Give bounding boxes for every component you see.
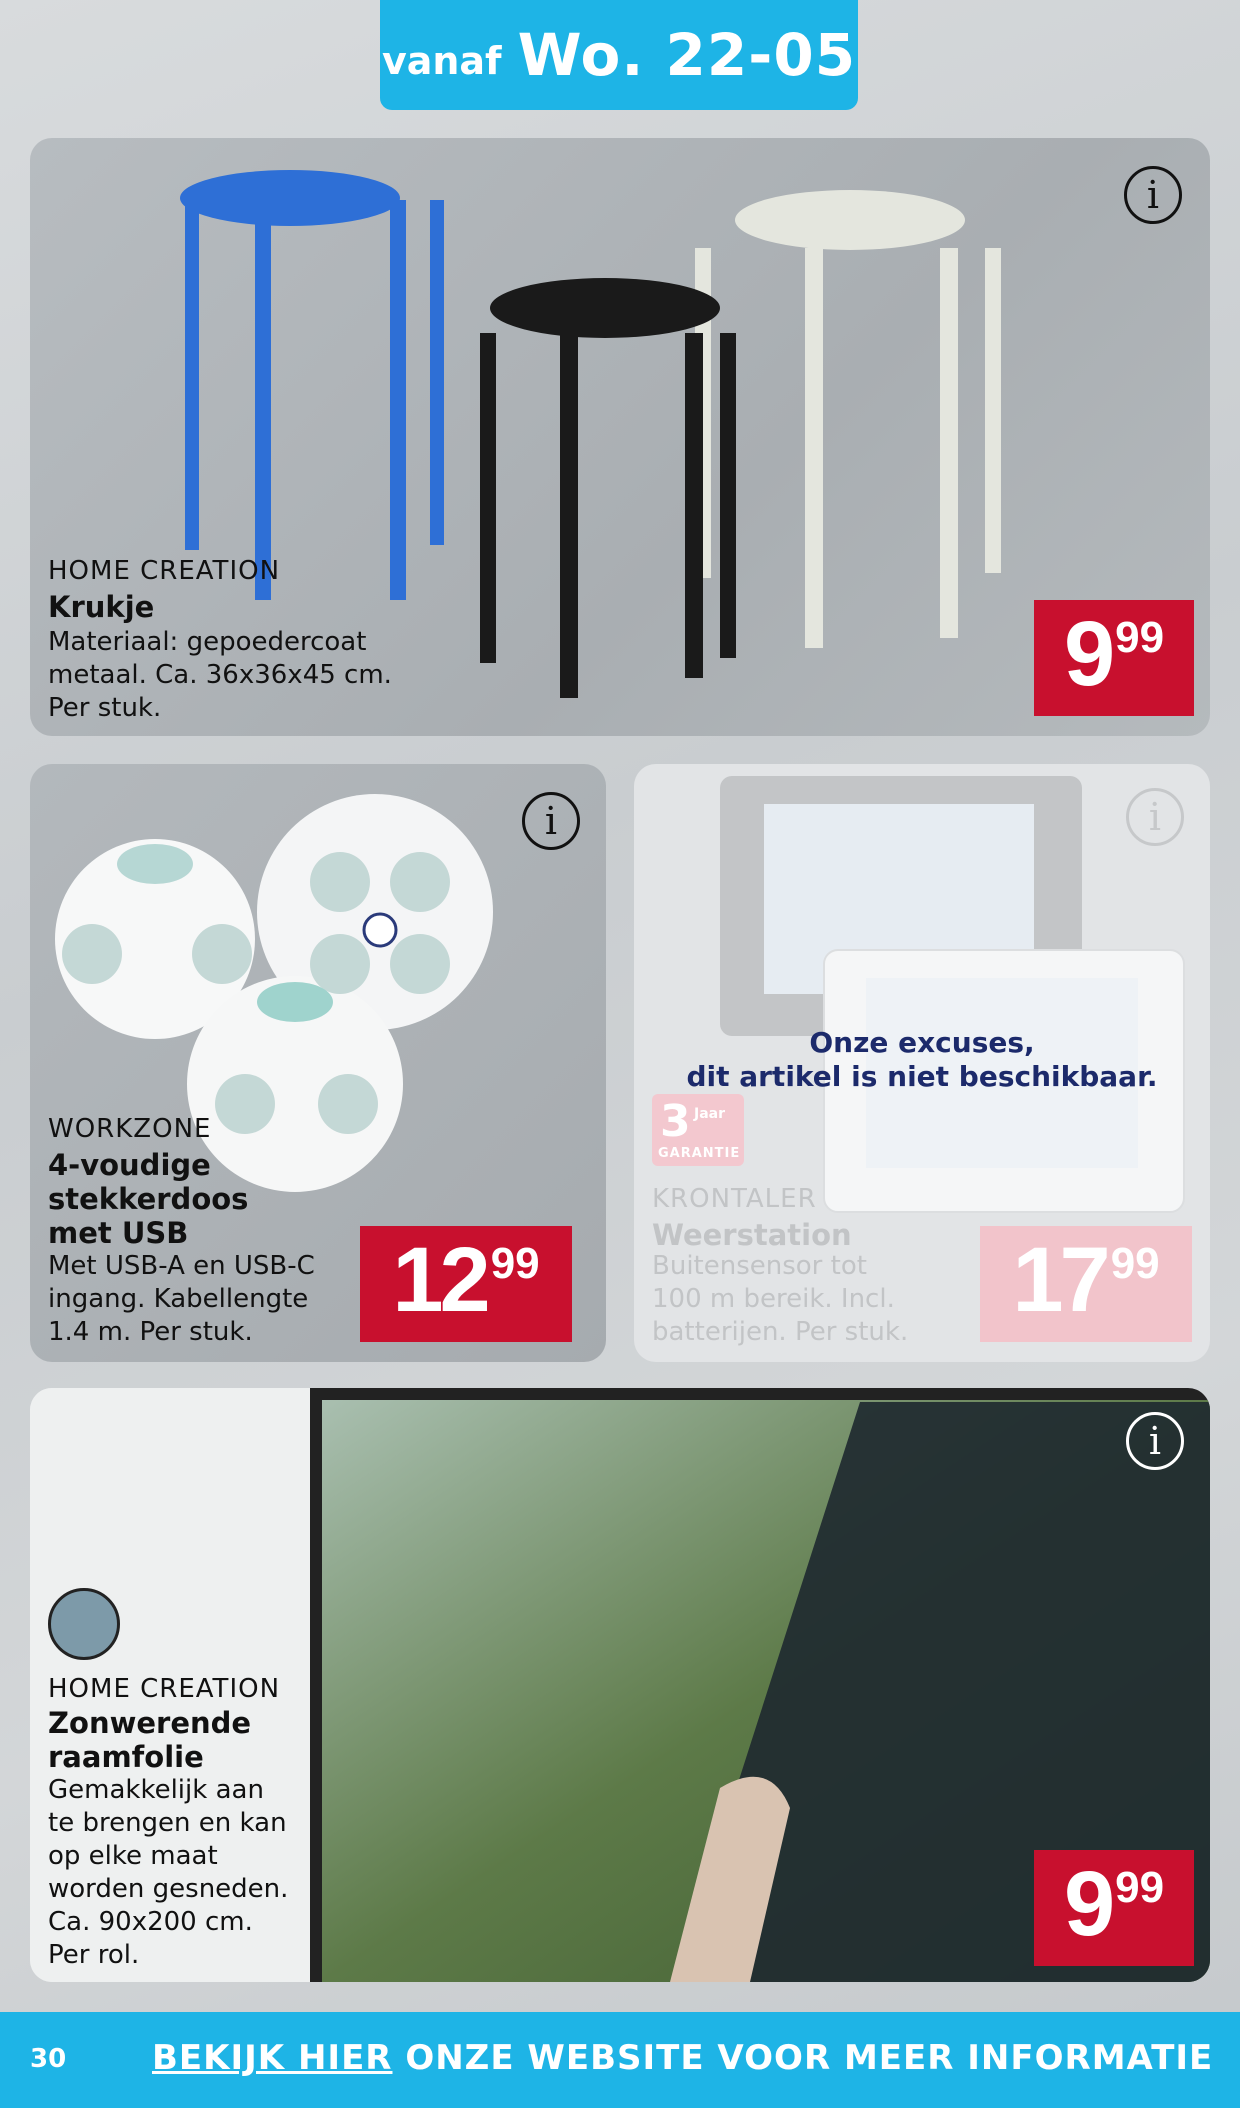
- info-icon[interactable]: i: [1126, 788, 1184, 846]
- price-cents: 99: [1110, 1239, 1160, 1288]
- product-title: 4-voudige stekkerdoos met USB: [48, 1148, 249, 1250]
- price-euros: 9: [1063, 1853, 1112, 1955]
- info-icon[interactable]: i: [522, 792, 580, 850]
- product-brand: HOME CREATION: [48, 1674, 281, 1704]
- price-cents: 99: [490, 1239, 540, 1288]
- date-prefix: vanaf: [381, 39, 502, 83]
- info-icon[interactable]: i: [1126, 1412, 1184, 1470]
- product-brand: KRONTALER: [652, 1184, 817, 1214]
- price-tag: [980, 1226, 1192, 1342]
- product-card-power-strip[interactable]: [30, 764, 606, 1362]
- price-euros: 17: [1012, 1229, 1107, 1331]
- blue-stool: [180, 170, 444, 600]
- website-cta[interactable]: BEKIJK HIER ONZE WEBSITE VOOR MEER INFORMATIE: [152, 2038, 1214, 2078]
- date-banner: [380, 0, 858, 110]
- footer-bar: [0, 2012, 1240, 2108]
- product-title: Krukje: [48, 590, 155, 624]
- price-tag: [1034, 1850, 1194, 1966]
- black-stool: [480, 278, 736, 698]
- product-card-weather-station[interactable]: [634, 764, 1210, 1362]
- price-euros: 9: [1063, 603, 1112, 705]
- product-description: Gemakkelijk aan te brengen en kan op elke maat worden gesneden. Ca. 90x200 cm. Per rol.: [48, 1775, 289, 1970]
- product-description: Met USB-A en USB-C ingang. Kabellengte 1.4 m. Per stuk.: [48, 1251, 315, 1347]
- product-brand: HOME CREATION: [48, 556, 281, 586]
- product-card-window-film[interactable]: [30, 1388, 1210, 1982]
- white-stool: [695, 190, 1001, 648]
- product-title: Weerstation: [652, 1218, 852, 1252]
- product-card-stool[interactable]: [30, 138, 1210, 736]
- price-cents: 99: [1115, 613, 1165, 662]
- color-swatch[interactable]: [48, 1588, 120, 1660]
- date-label: Wo. 22-05: [517, 21, 857, 89]
- unavailable-notice: Onze excuses, dit artikel is niet beschikbaar.: [686, 1026, 1158, 1093]
- price-euros: 12: [392, 1229, 487, 1331]
- product-description: Materiaal: gepoedercoat metaal. Ca. 36x36x45 cm. Per stuk.: [48, 627, 392, 723]
- warranty-badge: 3 Jaar GARANTIE: [652, 1094, 744, 1166]
- product-description: Buitensensor tot 100 m bereik. Incl. batterijen. Per stuk.: [652, 1251, 909, 1347]
- product-title: Zonwerende raamfolie: [48, 1706, 252, 1774]
- price-tag: [360, 1226, 572, 1342]
- price-cents: 99: [1115, 1863, 1165, 1912]
- price-tag: [1034, 600, 1194, 716]
- info-icon[interactable]: i: [1124, 166, 1182, 224]
- product-brand: WORKZONE: [48, 1114, 212, 1144]
- page-number: 30: [30, 2044, 67, 2074]
- website-link[interactable]: BEKIJK HIER: [152, 2038, 393, 2078]
